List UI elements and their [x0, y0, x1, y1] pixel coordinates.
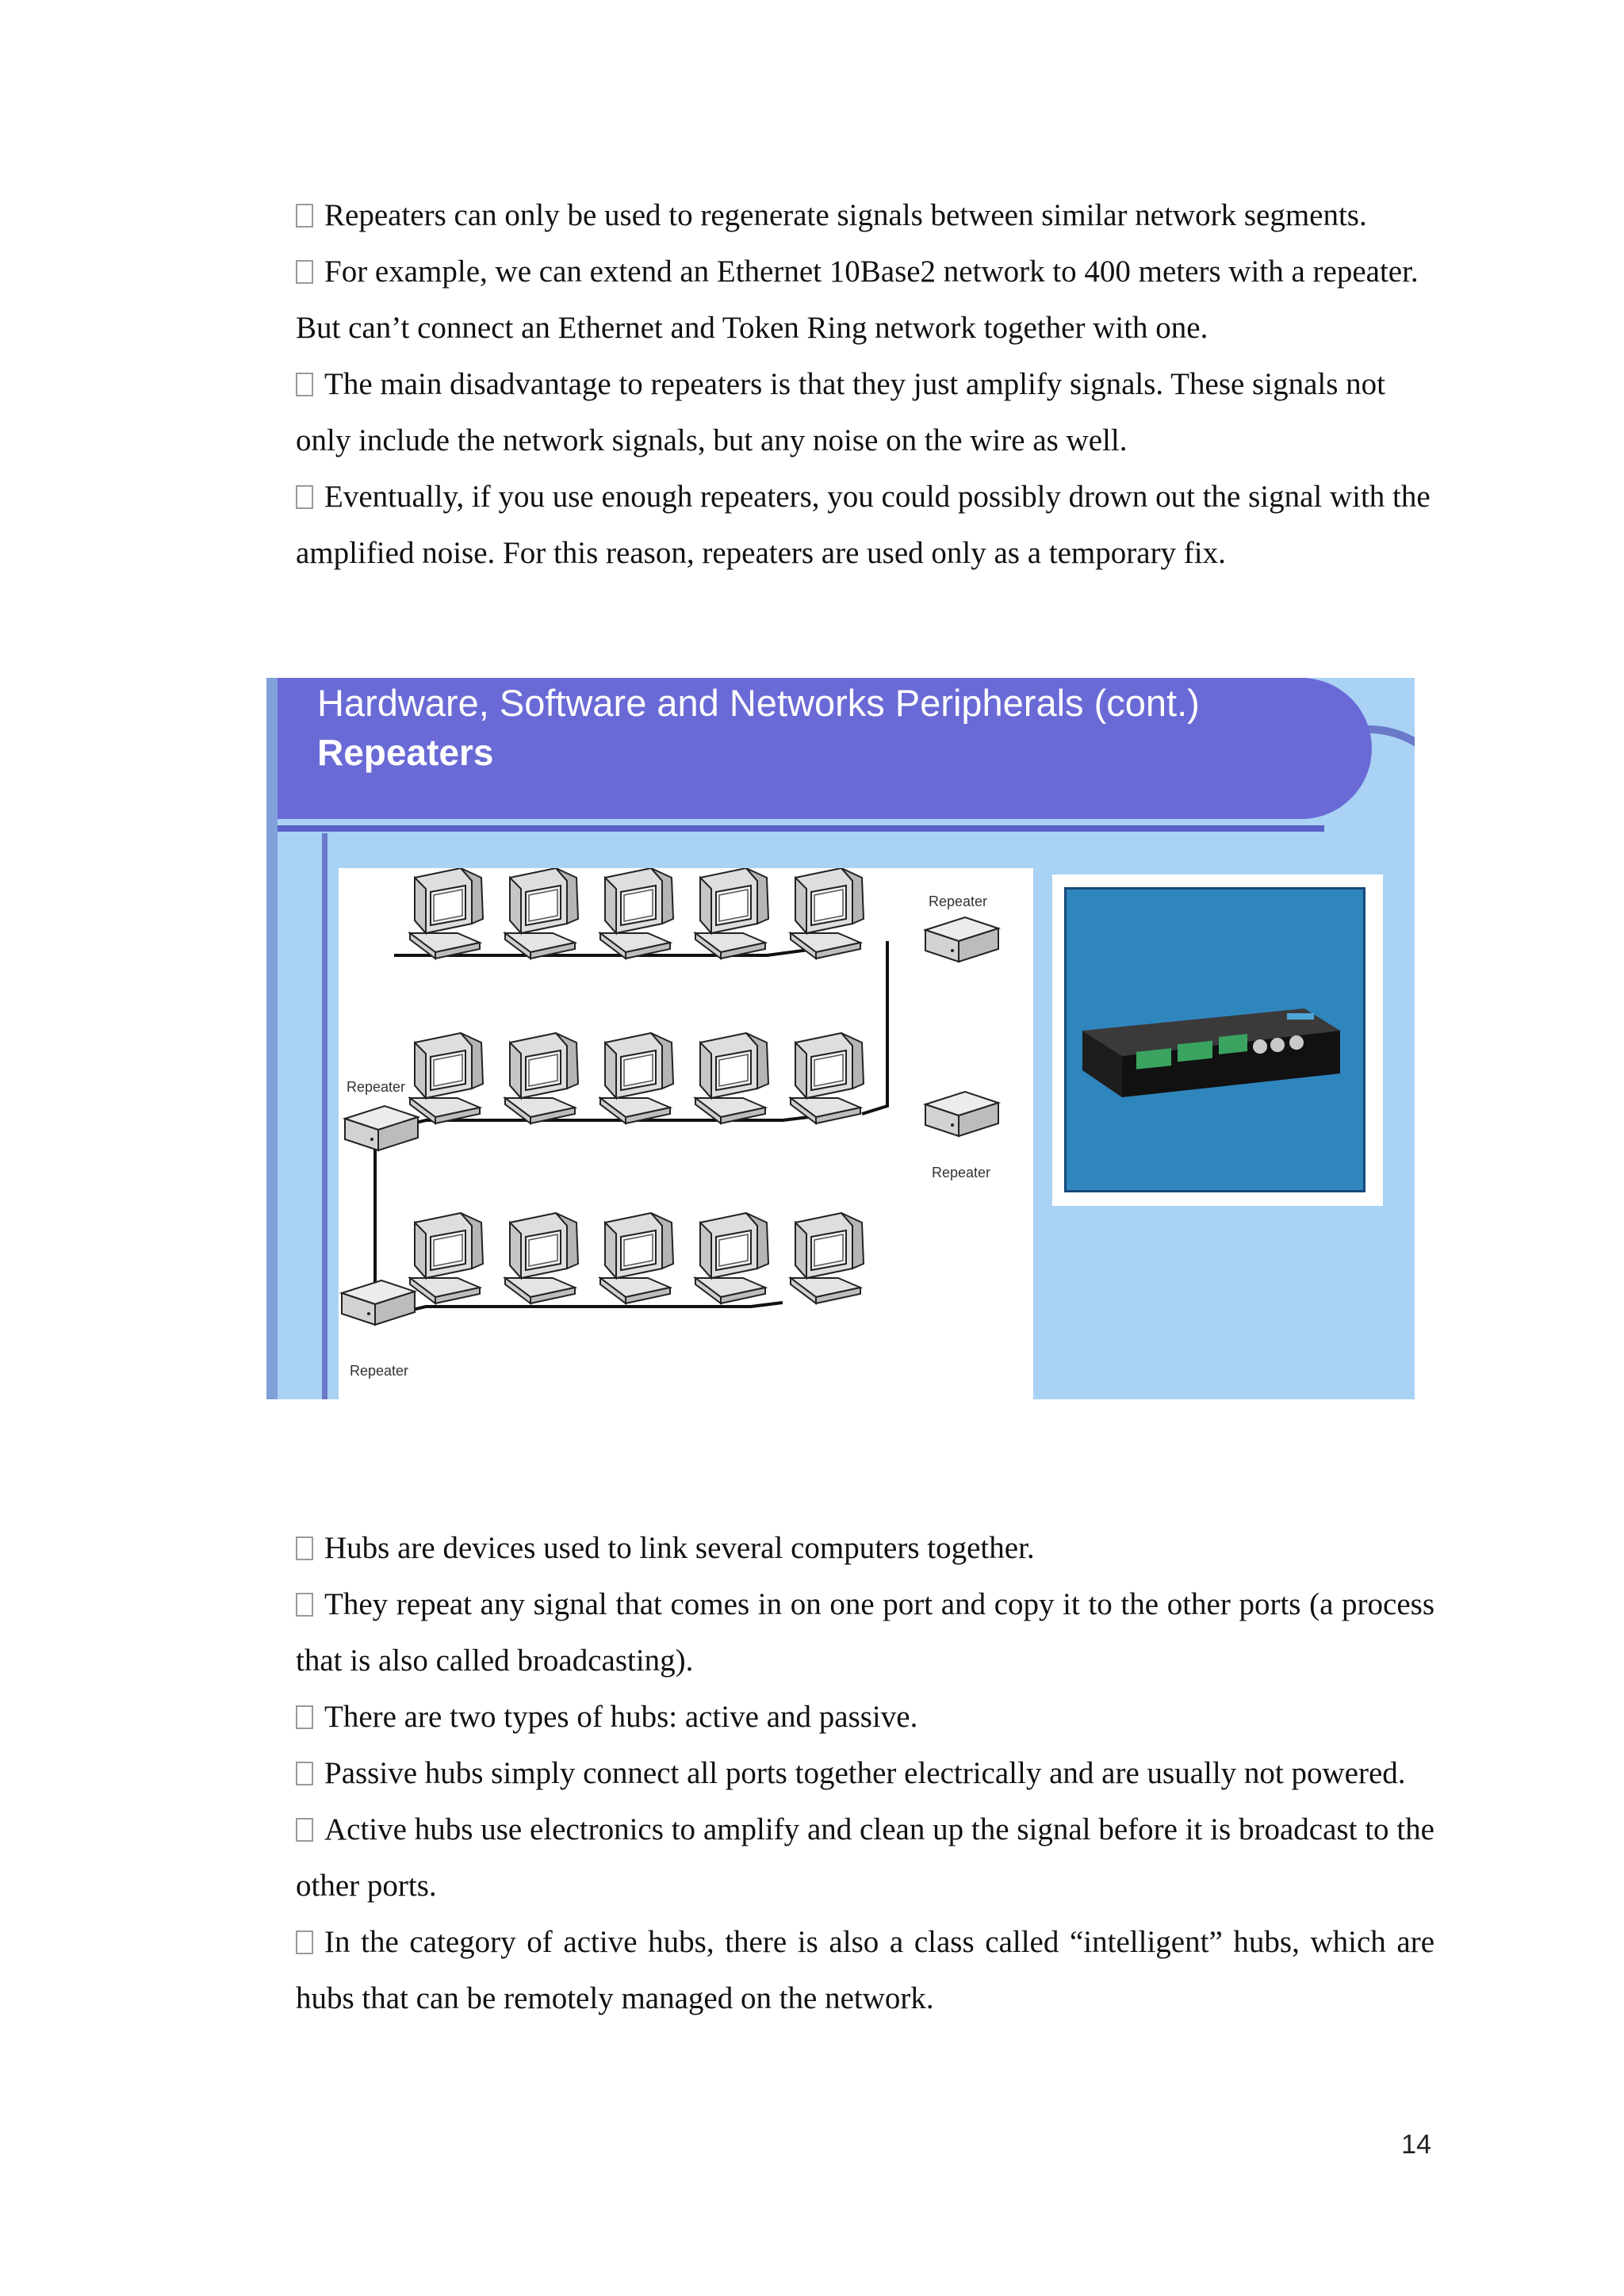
paragraph: Active hubs use electronics to amplify and clean up the signal before it is broadcast to the other ports.: [296, 1812, 1434, 1903]
page-number: 14: [1401, 2130, 1431, 2160]
slide-subtitle: Repeaters: [317, 732, 494, 773]
paragraph: Hubs are devices used to link several computers together.: [296, 1520, 1434, 1576]
repeater-label: Repeater: [347, 1079, 406, 1095]
repeater-device-mid-right: [925, 1092, 998, 1136]
repeater-device-mid-left: [345, 1106, 418, 1150]
repeater-label: Repeater: [350, 1363, 409, 1379]
paragraph: There are two types of hubs: active and passive.: [296, 1689, 1434, 1745]
bullet-icon: [296, 1818, 313, 1842]
bullet-icon: [296, 485, 313, 509]
bullet-icon: [296, 1931, 313, 1954]
slide-title-rule: [278, 825, 1324, 832]
computer-row-3: [410, 1213, 864, 1303]
bullet-icon: [296, 373, 313, 396]
paragraph: In the category of active hubs, there is also a class called “intelligent” hubs, which are hubs that can be remotely managed on the network.: [296, 1925, 1434, 2015]
repeater-device-bottom-left: [342, 1280, 415, 1325]
network-diagram-svg: [339, 868, 1033, 1399]
computer-row-1: [410, 868, 864, 959]
bullet-icon: [296, 1593, 313, 1617]
slide-decor-line: [322, 833, 327, 1399]
bullet-icon: [296, 1762, 313, 1785]
repeater-device-illustration: [1067, 890, 1363, 1190]
bullet-icon: [296, 1705, 313, 1729]
paragraph: Passive hubs simply connect all ports together electrically and are usually not powered.: [296, 1745, 1434, 1801]
paragraph: Repeaters can only be used to regenerate signals between similar network segments.: [296, 187, 1434, 243]
repeater-photo: [1052, 874, 1383, 1206]
paragraph: They repeat any signal that comes in on one port and copy it to the other ports (a process that is also called broadcasting).: [296, 1587, 1434, 1678]
bullet-icon: [296, 1536, 313, 1560]
bullet-icon: [296, 260, 313, 284]
slide-title: Hardware, Software and Networks Peripherals (cont.): [317, 682, 1200, 724]
top-text-block: [296, 187, 1434, 581]
photo-background: [1064, 887, 1365, 1192]
paragraph: Eventually, if you use enough repeaters, you could possibly drown out the signal with the amplified noise. For this reason, repeaters are used only as a temporary fix.: [296, 480, 1431, 570]
network-diagram: [339, 868, 1033, 1399]
repeater-label: Repeater: [929, 894, 988, 909]
repeater-device-top-right: [925, 917, 998, 962]
repeater-label: Repeater: [932, 1165, 991, 1181]
computer-row-2: [410, 1033, 864, 1123]
bullet-icon: [296, 204, 313, 228]
slide-left-edge: [266, 678, 278, 1399]
bottom-text-block: [296, 1520, 1434, 2026]
slide-image: [266, 678, 1415, 1399]
paragraph: For example, we can extend an Ethernet 10Base2 network to 400 meters with a repeater. But can’t connect an Ethernet and Token Ring network together with one.: [296, 254, 1419, 345]
paragraph: The main disadvantage to repeaters is that they just amplify signals. These signals not only include the network signals, but any noise on the wire as well.: [296, 367, 1385, 457]
